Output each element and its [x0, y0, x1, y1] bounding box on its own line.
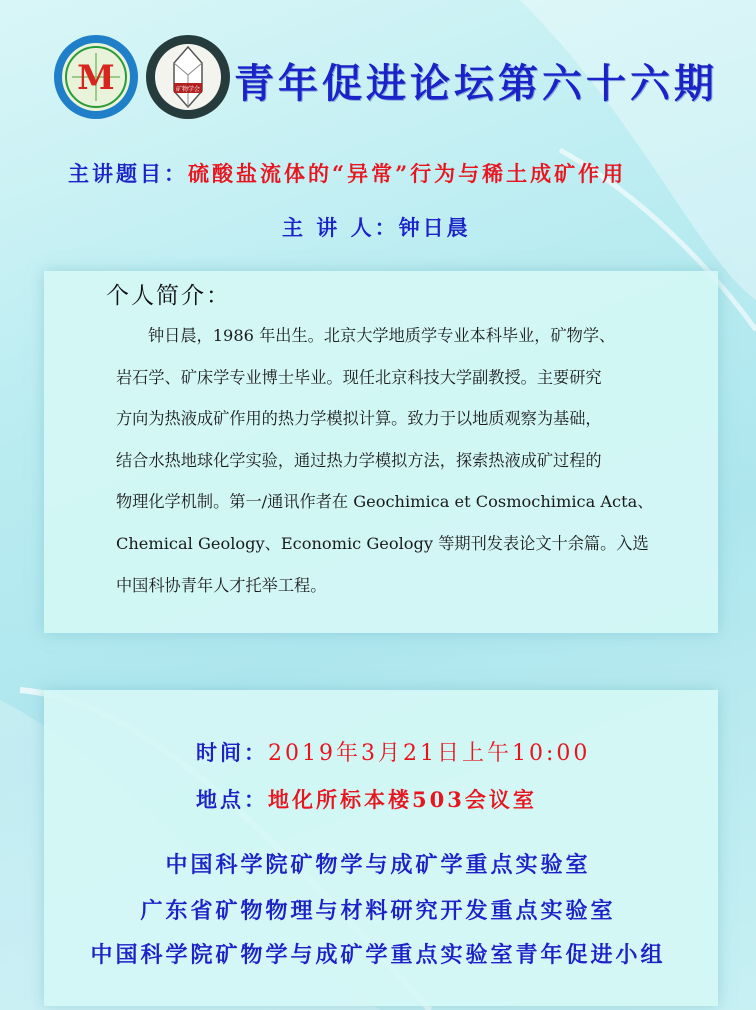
place-line	[196, 784, 537, 814]
bio-line: 钟日晨，1986 年出生。北京大学地质学专业本科毕业，矿物学、	[148, 326, 616, 345]
bio-panel	[44, 271, 718, 633]
bio-line: 方向为热液成矿作用的热力学模拟计算。致力于以地质观察为基础，	[116, 409, 602, 429]
speaker-name: 钟日晨	[398, 215, 471, 240]
logo-left-letter: M	[77, 58, 115, 98]
mineralogy-society-logo	[52, 33, 140, 121]
crystal-society-logo	[144, 33, 232, 121]
time-line	[196, 736, 590, 767]
bio-line: 岩石学、矿床学专业博士毕业。现任北京科技大学副教授。主要研究	[116, 367, 602, 387]
speaker-line	[282, 212, 471, 242]
bio-line: Chemical Geology、Economic Geology 等期刊发表论文十余篇。入选	[116, 533, 649, 553]
bio-line: 中国科协青年人才托举工程。	[116, 575, 327, 595]
forum-title: 青年促进论坛第六十六期	[234, 60, 718, 107]
time-value: 2019年3月21日上午10:00	[268, 741, 591, 766]
speaker-label: 主 讲 人：	[282, 215, 399, 240]
organizer-1: 中国科学院矿物学与成矿学重点实验室	[165, 852, 591, 878]
place-value: 地化所标本楼503会议室	[268, 787, 537, 812]
topic-line	[68, 158, 626, 188]
topic-label: 主讲题目：	[68, 161, 188, 186]
bio-heading: 个人简介：	[106, 283, 231, 309]
organizer-2: 广东省矿物物理与材料研究开发重点实验室	[140, 898, 616, 924]
topic-text: 硫酸盐流体的“异常”行为与稀土成矿作用	[188, 161, 627, 186]
bio-text	[116, 315, 676, 606]
logo-right-ribbon-text: 矿物学会	[175, 86, 201, 93]
time-label: 时间：	[196, 740, 268, 765]
bio-line: 结合水热地球化学实验，通过热力学模拟方法，探索热液成矿过程的	[116, 450, 602, 470]
place-label: 地点：	[196, 787, 268, 812]
organizer-3: 中国科学院矿物学与成矿学重点实验室青年促进小组	[90, 942, 666, 968]
bio-line: 物理化学机制。第一/通讯作者在 Geochimica et Cosmochimica Acta、	[116, 492, 654, 512]
